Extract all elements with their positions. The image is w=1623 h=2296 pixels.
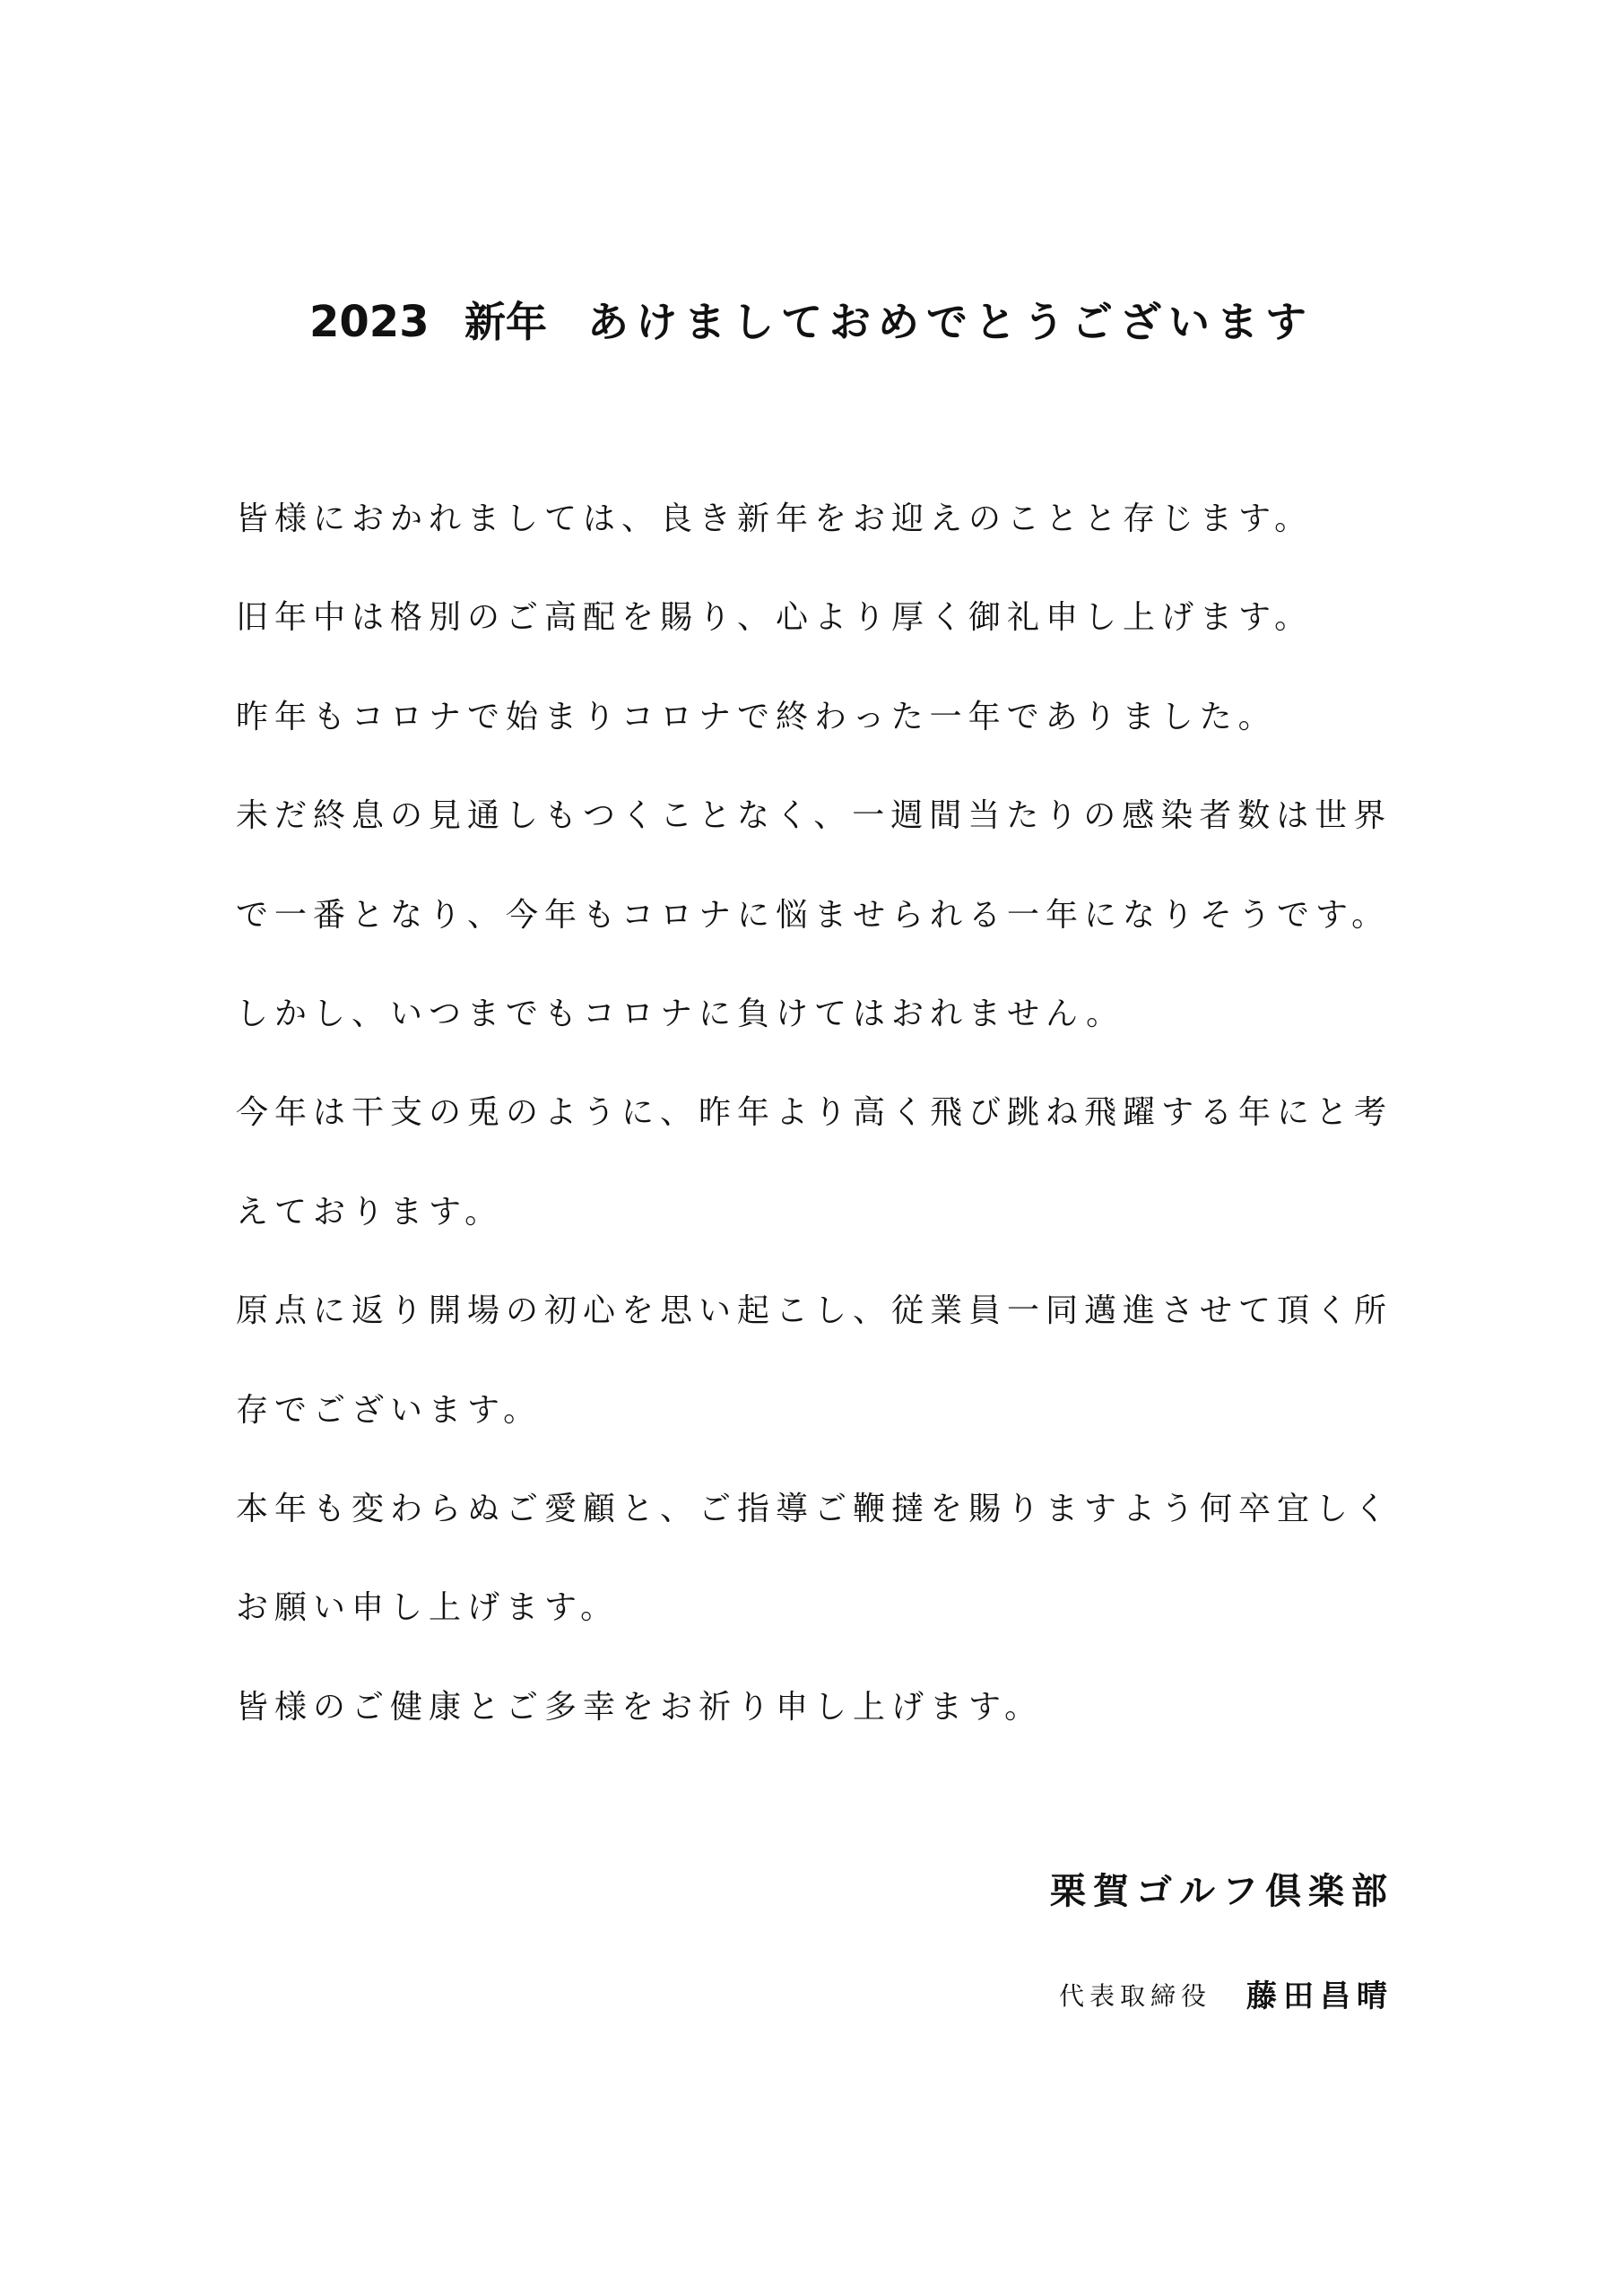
letter-title xyxy=(0,295,1623,349)
body-line: 原点に返り開場の初心を思い起こし、従業員一同邁進させて頂く所 xyxy=(236,1292,1393,1330)
title-new-year-word: 新年 xyxy=(464,298,547,346)
body-line: 本年も変わらぬご愛顧と、ご指導ご鞭撻を賜りますよう何卒宜しく xyxy=(236,1490,1393,1527)
body-line: 皆様におかれましては、良き新年をお迎えのことと存じます。 xyxy=(236,500,1314,537)
letter-body xyxy=(236,470,1491,1757)
signature-position: 代表取締役 xyxy=(1059,1981,1212,2011)
title-greeting: あけましておめでとうございます xyxy=(587,298,1314,346)
body-line: 未だ終息の見通しもつくことなく、一週間当たりの感染者数は世界 xyxy=(236,797,1393,835)
body-line: えております。 xyxy=(236,1193,504,1231)
title-year: 2023 xyxy=(309,297,430,347)
body-line: 皆様のご健康とご多幸をお祈り申し上げます。 xyxy=(236,1688,1044,1726)
body-line: しかし、いつまでもコロナに負けてはおれません。 xyxy=(236,995,1125,1032)
signature-representative xyxy=(0,1970,1623,2023)
body-line: で一番となり、今年もコロナに悩ませられる一年になりそうです。 xyxy=(236,896,1391,934)
signature-company: 栗賀ゴルフ倶楽部 xyxy=(1050,1870,1394,1912)
body-line: 今年は干支の兎のように、昨年より高く飛び跳ね飛躍する年にと考 xyxy=(236,1094,1393,1132)
body-line: お願い申し上げます。 xyxy=(236,1589,620,1627)
body-line: 旧年中は格別のご高配を賜り、心より厚く御礼申し上げます。 xyxy=(236,599,1314,637)
body-line: 昨年もコロナで始まりコロナで終わった一年でありました。 xyxy=(236,698,1277,735)
body-line: 存でございます。 xyxy=(236,1391,542,1429)
signature-name: 藤田昌晴 xyxy=(1246,1979,1393,2014)
